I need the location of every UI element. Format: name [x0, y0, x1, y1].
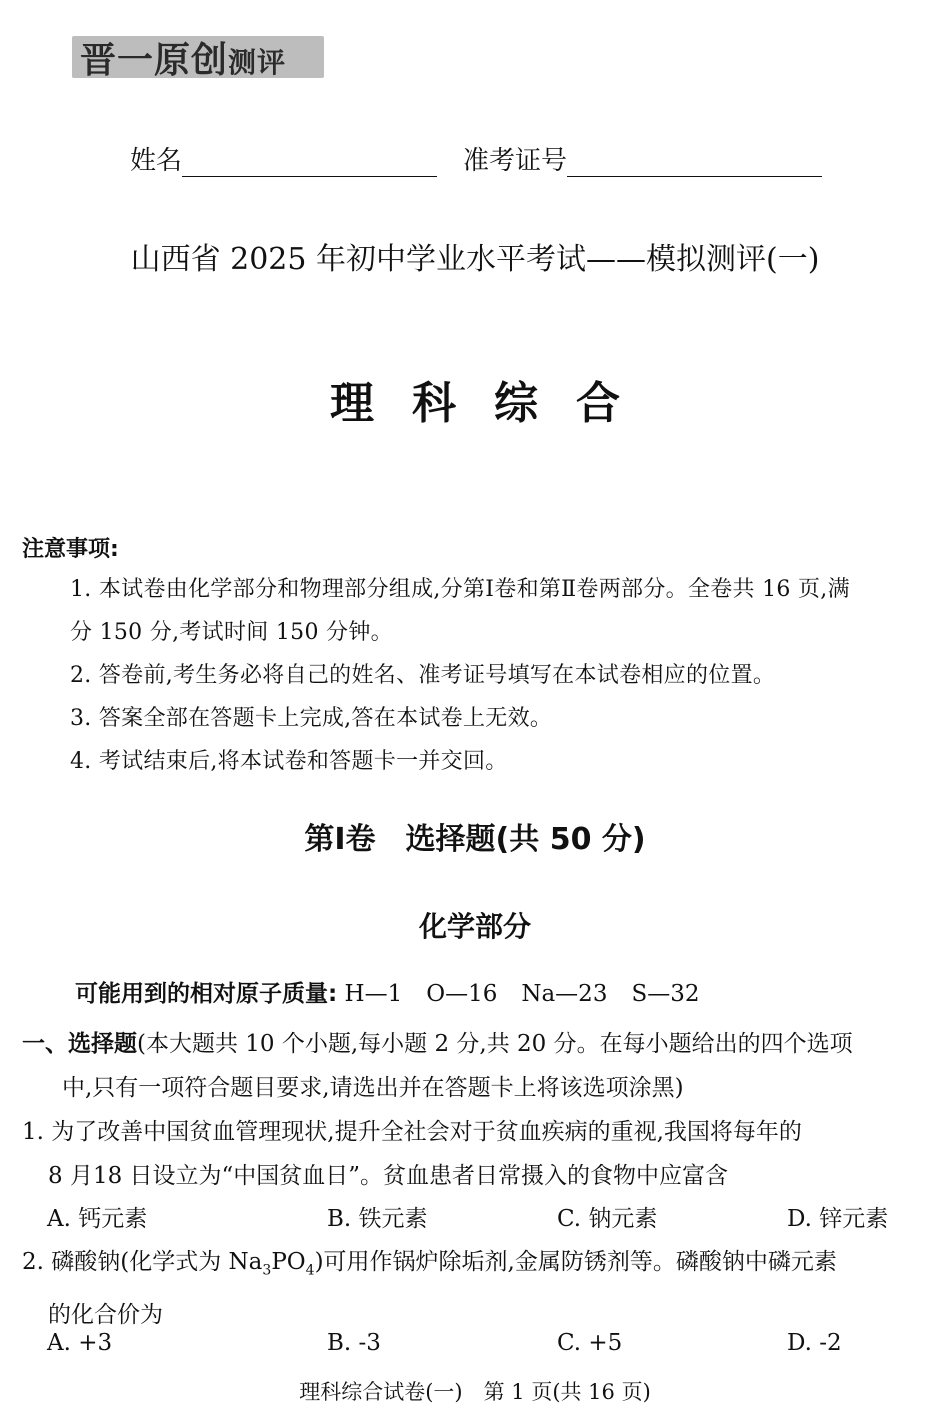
chemistry-title: 化学部分: [418, 910, 531, 943]
publisher-logo: [72, 14, 324, 92]
notice-heading: 注意事项:: [22, 537, 119, 562]
q2-sub1: 3: [262, 1262, 272, 1279]
atomic-mass-value: S—32: [631, 981, 700, 1007]
ticket-blank[interactable]: [567, 150, 822, 177]
q2-text-mid: PO: [271, 1249, 306, 1275]
option-c[interactable]: C. +5: [557, 1330, 623, 1356]
option-b[interactable]: B. 铁元素: [327, 1206, 428, 1232]
logo-part1: 晋: [80, 40, 118, 81]
option-d[interactable]: D. 锌元素: [787, 1206, 889, 1232]
question-1: [22, 1110, 932, 1198]
atomic-mass-value: H—1: [344, 981, 403, 1007]
question-1-line1: 1. 为了改善中国贫血管理现状,提升全社会对于贫血疾病的重视,我国将每年的: [22, 1119, 802, 1145]
option-a[interactable]: A. +3: [47, 1330, 113, 1356]
page-footer: 理科综合试卷(一) 第 1 页(共 16 页): [299, 1380, 651, 1404]
atomic-mass-value: O—16: [426, 981, 498, 1007]
section-title: 第Ⅰ卷 选择题(共 50 分): [304, 822, 646, 857]
part-one-instructions: [22, 1022, 932, 1110]
question-2-line1: [22, 1240, 932, 1293]
atomic-masses: [75, 975, 723, 1008]
q2-text-post: )可用作锅炉除垢剂,金属防锈剂等。磷酸钠中磷元素: [314, 1249, 837, 1275]
part-one-line2: 中,只有一项符合题目要求,请选出并在答题卡上将该选项涂黑): [62, 1075, 684, 1101]
option-c[interactable]: C. 钠元素: [557, 1206, 658, 1232]
notice-item: 3. 答案全部在答题卡上完成,答在本试卷上无效。: [70, 706, 553, 731]
q2-sub2: 4: [305, 1262, 315, 1279]
ticket-label: 准考证号: [463, 146, 568, 176]
atomic-mass-value: Na—23: [521, 981, 608, 1007]
name-blank[interactable]: [182, 150, 437, 177]
notice-item: 1. 本试卷由化学部分和物理部分组成,分第Ⅰ卷和第Ⅱ卷两部分。全卷共 16 页,满: [70, 577, 850, 602]
logo-part3: 测评: [228, 46, 287, 79]
exam-title: 山西省 2025 年初中学业水平考试——模拟测评(一): [130, 242, 820, 277]
question-1-options: [47, 1200, 927, 1240]
question-1-line2: 8 月18 日设立为“中国贫血日”。贫血患者日常摄入的食物中应富含: [48, 1163, 729, 1189]
logo-text: [80, 32, 286, 83]
question-2: [22, 1240, 932, 1337]
question-2-line2: 的化合价为: [48, 1301, 163, 1328]
name-label: 姓名: [130, 146, 183, 176]
part-one-heading: 一、选择题: [22, 1031, 137, 1057]
question-2-options: [47, 1330, 927, 1370]
q2-text-pre: 2. 磷酸钠(化学式为 Na: [22, 1249, 263, 1275]
notice-item: 2. 答卷前,考生务必将自己的姓名、准考证号填写在本试卷相应的位置。: [70, 663, 776, 688]
option-a[interactable]: A. 钙元素: [47, 1206, 148, 1232]
option-d[interactable]: D. -2: [787, 1330, 842, 1356]
notice-item-continued: 分 150 分,考试时间 150 分钟。: [70, 620, 393, 645]
subject-title: 理科综合: [330, 378, 658, 429]
candidate-fields: [130, 140, 822, 177]
logo-part2: 一原创: [117, 40, 229, 81]
part-one-line1: (本大题共 10 个小题,每小题 2 分,共 20 分。在每小题给出的四个选项: [137, 1031, 853, 1057]
notice-item: 4. 考试结束后,将本试卷和答题卡一并交回。: [70, 749, 508, 774]
atomic-masses-label: 可能用到的相对原子质量:: [75, 981, 338, 1007]
option-b[interactable]: B. -3: [327, 1330, 381, 1356]
